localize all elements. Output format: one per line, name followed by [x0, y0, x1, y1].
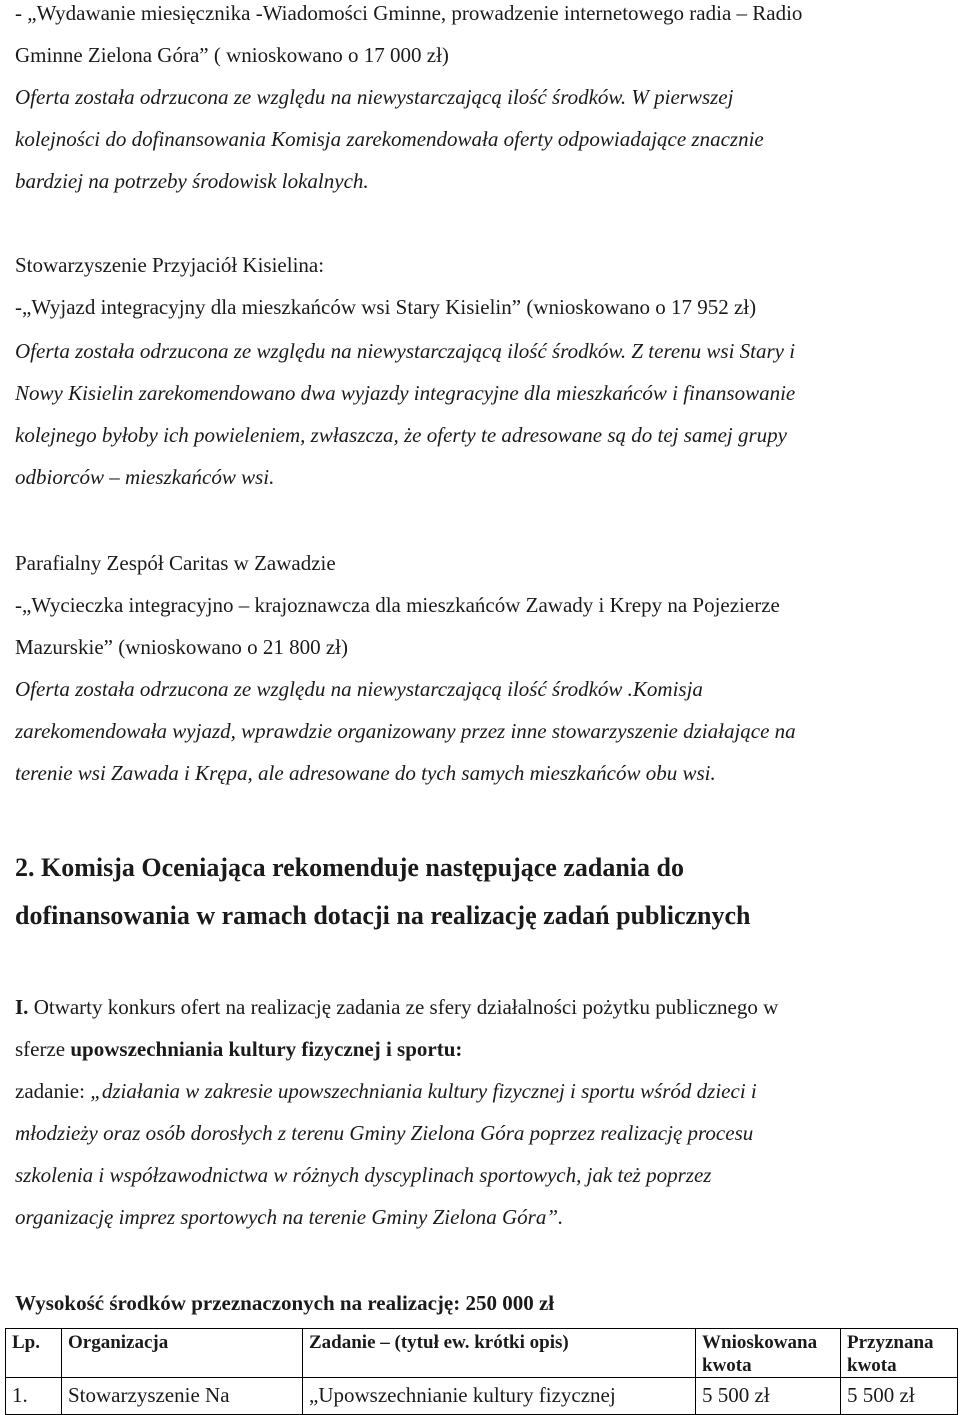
- text-line: [15, 1078, 757, 1104]
- section-heading: 2. Komisja Oceniająca rekomenduje następujące zadania do: [15, 853, 684, 882]
- text-span-italic: „działania w zakresie upowszechniania kultury fizycznej i sportu wśród dzieci i: [90, 1079, 757, 1103]
- section-heading: dofinansowania w ramach dotacji na realizację zadań publicznych: [15, 901, 751, 930]
- table-header-cell: Lp.: [6, 1329, 62, 1378]
- text-line: kolejności do dofinansowania Komisja zarekomendowała oferty odpowiadające znacznie: [15, 127, 764, 151]
- table-header-cell: Zadanie – (tytuł ew. krótki opis): [303, 1329, 696, 1378]
- text-line: -„Wyjazd integracyjny dla mieszkańców wsi Stary Kisielin” (wnioskowano o 17 952 zł): [15, 295, 757, 319]
- table-cell: 1.: [6, 1378, 62, 1415]
- text-span: sferze: [15, 1037, 71, 1061]
- text-line: odbiorców – mieszkańców wsi.: [15, 465, 275, 489]
- table-header-cell: Wnioskowana kwota: [696, 1329, 841, 1378]
- text-line: szkolenia i współzawodnictwa w różnych dyscyplinach sportowych, jak też poprzez: [15, 1163, 712, 1187]
- text-line: Oferta została odrzucona ze względu na niewystarczającą ilość środków .Komisja: [15, 677, 703, 701]
- table-row: [6, 1378, 958, 1415]
- text-line: Gminne Zielona Góra” ( wnioskowano o 17 000 zł): [15, 43, 449, 67]
- table-header-cell: Przyznana kwota: [841, 1329, 958, 1378]
- text-span: zadanie:: [15, 1079, 91, 1103]
- text-line: terenie wsi Zawada i Krępa, ale adresowane do tych samych mieszkańców obu wsi.: [15, 761, 716, 785]
- table-cell: „Upowszechnianie kultury fizycznej: [303, 1378, 696, 1415]
- grants-table: [5, 1328, 958, 1415]
- text-line: młodzieży oraz osób dorosłych z terenu Gminy Zielona Góra poprzez realizację procesu: [15, 1121, 754, 1145]
- text-line: Oferta została odrzucona ze względu na niewystarczającą ilość środków. Z terenu wsi Stary i: [15, 339, 796, 363]
- table-header-cell: Organizacja: [62, 1329, 303, 1378]
- organization-heading: Stowarzyszenie Przyjaciół Kisielina:: [15, 253, 325, 277]
- text-line: zarekomendowała wyjazd, wprawdzie organizowany przez inne stowarzyszenie działające na: [15, 719, 796, 743]
- table-header-row: [6, 1329, 958, 1378]
- funds-heading: Wysokość środków przeznaczonych na realizację: 250 000 zł: [15, 1291, 555, 1315]
- text-line: bardziej na potrzeby środowisk lokalnych.: [15, 169, 369, 193]
- text-line: - „Wydawanie miesięcznika -Wiadomości Gminne, prowadzenie internetowego radia – Radio: [15, 1, 803, 25]
- section-number: I.: [15, 995, 29, 1019]
- text-span: Otwarty konkurs ofert na realizację zadania ze sfery działalności pożytku publicznego w: [28, 995, 779, 1019]
- text-line: [15, 994, 778, 1020]
- table-cell: 5 500 zł: [841, 1378, 958, 1415]
- text-line: -„Wycieczka integracyjno – krajoznawcza dla mieszkańców Zawady i Krepy na Pojezierze: [15, 593, 780, 617]
- text-line: Mazurskie” (wnioskowano o 21 800 zł): [15, 635, 349, 659]
- text-line: Oferta została odrzucona ze względu na niewystarczającą ilość środków. W pierwszej: [15, 85, 734, 109]
- text-line: [15, 1036, 462, 1062]
- text-line: Nowy Kisielin zarekomendowano dwa wyjazdy integracyjne dla mieszkańców i finansowanie: [15, 381, 796, 405]
- organization-heading: Parafialny Zespół Caritas w Zawadzie: [15, 551, 336, 575]
- text-span-bold: upowszechniania kultury fizycznej i sportu:: [70, 1037, 463, 1061]
- table-cell: Stowarzyszenie Na: [62, 1378, 303, 1415]
- text-line: kolejnego byłoby ich powieleniem, zwłaszcza, że oferty te adresowane są do tej samej grupy: [15, 423, 787, 447]
- table-cell: 5 500 zł: [696, 1378, 841, 1415]
- text-line: organizację imprez sportowych na terenie Gminy Zielona Góra”.: [15, 1205, 564, 1229]
